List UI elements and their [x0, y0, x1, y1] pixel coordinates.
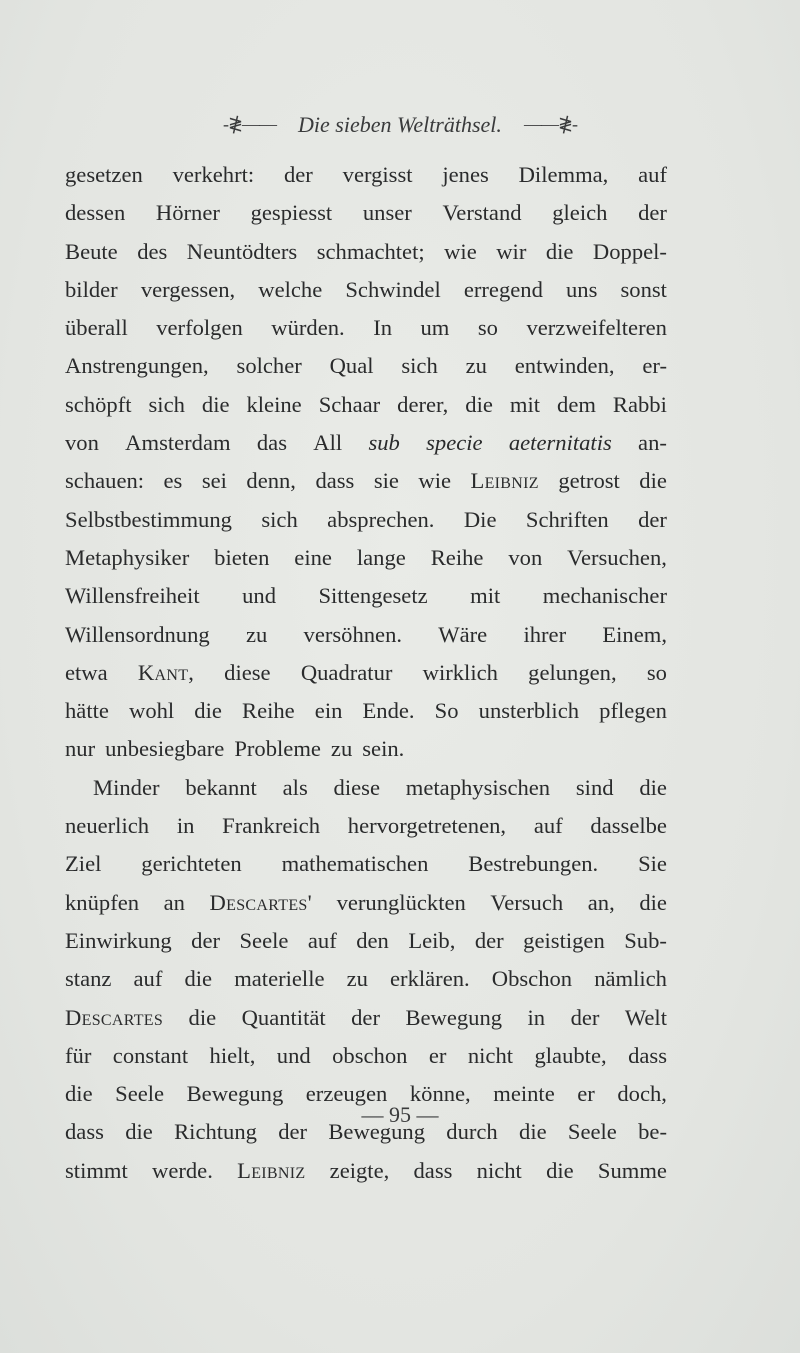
text-line: bilder vergessen, welche Schwindel erregend uns sonst: [65, 276, 667, 302]
text-line: stanz auf die materielle zu erklären. Obschon nämlich: [65, 966, 667, 992]
text-line: schauen: es sei denn, dass sie wie Leibniz getrost die: [65, 468, 667, 494]
text-line: die Seele Bewegung erzeugen könne, meinte er doch,: [65, 1081, 667, 1107]
ornament-right-icon: ——≹-: [523, 114, 578, 134]
body-text: [65, 156, 667, 1190]
running-header: [0, 112, 800, 138]
text-line: Ziel gerichteten mathematischen Bestrebungen. Sie: [65, 851, 667, 877]
text-line: dass die Richtung der Bewegung durch die Seele be-: [65, 1119, 667, 1145]
text-line: knüpfen an Descartes' verunglückten Versuch an, die: [65, 889, 667, 915]
text-line: neuerlich in Frankreich hervorgetretenen, auf dasselbe: [65, 813, 667, 839]
ornament-left-icon: -≹——: [222, 114, 277, 134]
text-line: Metaphysiker bieten eine lange Reihe von Versuchen,: [65, 544, 667, 570]
page-number: — 95 —: [361, 1102, 439, 1127]
text-line: stimmt werde. Leibniz zeigte, dass nicht die Summe: [65, 1157, 667, 1183]
text-line: nur unbesiegbare Probleme zu sein.: [65, 736, 405, 762]
text-line: von Amsterdam das All sub specie aeternitatis an-: [65, 430, 667, 456]
text-line: hätte wohl die Reihe ein Ende. So unsterblich pflegen: [65, 698, 667, 724]
text-line: Descartes die Quantität der Bewegung in der Welt: [65, 1004, 667, 1030]
text-line: Selbstbestimmung sich absprechen. Die Schriften der: [65, 506, 667, 532]
text-line: etwa Kant, diese Quadratur wirklich gelungen, so: [65, 659, 667, 685]
text-line: Willensordnung zu versöhnen. Wäre ihrer Einem,: [65, 621, 667, 647]
text-line: dessen Hörner gespiesst unser Verstand gleich der: [65, 200, 667, 226]
running-header-title: Die sieben Welträthsel.: [298, 112, 502, 137]
text-line: Beute des Neuntödters schmachtet; wie wir die Doppel-: [65, 238, 667, 264]
text-line: überall verfolgen würden. In um so verzweifelteren: [65, 315, 667, 341]
text-line: Minder bekannt als diese metaphysischen sind die: [93, 774, 667, 800]
text-line: Willensfreiheit und Sittengesetz mit mechanischer: [65, 583, 667, 609]
text-line: gesetzen verkehrt: der vergisst jenes Dilemma, auf: [65, 162, 667, 187]
text-line: Anstrengungen, solcher Qual sich zu entwinden, er-: [65, 353, 667, 379]
text-line: schöpft sich die kleine Schaar derer, die mit dem Rabbi: [65, 391, 667, 417]
text-line: Einwirkung der Seele auf den Leib, der geistigen Sub-: [65, 927, 667, 953]
text-line: für constant hielt, und obschon er nicht glaubte, dass: [65, 1042, 667, 1068]
